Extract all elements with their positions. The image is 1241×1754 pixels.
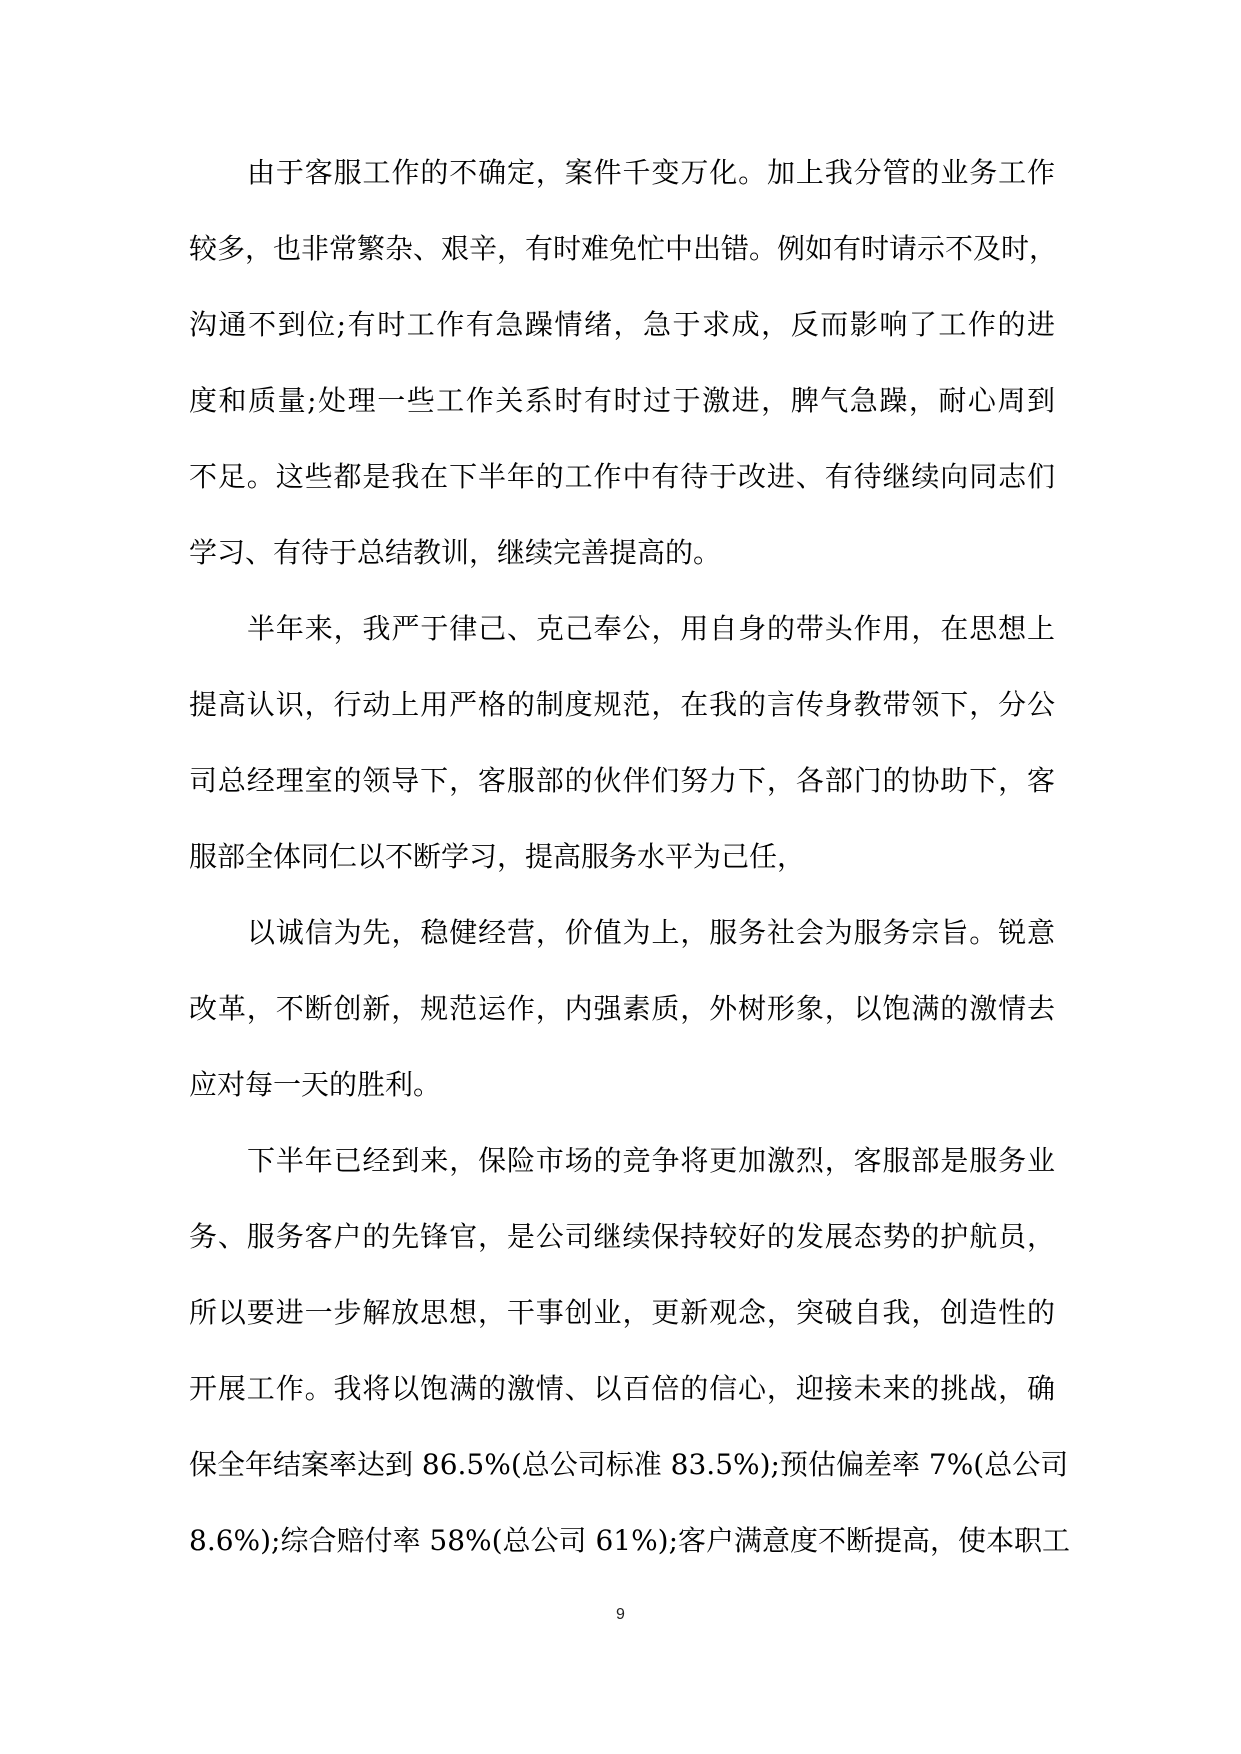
paragraph-1-line-4: 度和质量;处理一些工作关系时有时过于激进，脾气急躁，耐心周到 — [189, 384, 1055, 417]
paragraph-1-line-2: 较多，也非常繁杂、艰辛，有时难免忙中出错。例如有时请示不及时， — [189, 232, 1058, 265]
paragraph-4-line-2: 务、服务客户的先锋官，是公司继续保持较好的发展态势的护航员， — [189, 1220, 1055, 1253]
paragraph-1-line-1: 由于客服工作的不确定，案件千变万化。加上我分管的业务工作 — [247, 156, 1055, 189]
body-text — [189, 135, 1071, 1579]
paragraph-1-line-3: 沟通不到位;有时工作有急躁情绪，急于求成，反而影响了工作的进 — [189, 308, 1055, 341]
paragraph-2-line-2: 提高认识，行动上用严格的制度规范，在我的言传身教带领下，分公 — [189, 688, 1055, 721]
paragraph-4-line-4: 开展工作。我将以饱满的激情、以百倍的信心，迎接未来的挑战，确 — [189, 1372, 1055, 1405]
paragraph-4-line-1: 下半年已经到来，保险市场的竞争将更加激烈，客服部是服务业 — [247, 1144, 1055, 1177]
paragraph-3-line-2: 改革，不断创新，规范运作，内强素质，外树形象，以饱满的激情去 — [189, 992, 1055, 1025]
paragraph-3-line-3: 应对每一天的胜利。 — [189, 1068, 442, 1101]
paragraph-1-line-5: 不足。这些都是我在下半年的工作中有待于改进、有待继续向同志们 — [189, 460, 1055, 493]
paragraph-1-line-6: 学习、有待于总结教训，继续完善提高的。 — [189, 536, 722, 569]
paragraph-2-line-3: 司总经理室的领导下，客服部的伙伴们努力下，各部门的协助下，客 — [189, 764, 1055, 797]
paragraph-4-line-5: 保全年结案率达到 86.5%(总公司标准 83.5%);预估偏差率 7%(总公司 — [189, 1448, 1069, 1481]
paragraph-2-line-4: 服部全体同仁以不断学习，提高服务水平为己任， — [189, 840, 806, 873]
paragraph-4-line-6: 8.6%);综合赔付率 58%(总公司 61%);客户满意度不断提高，使本职工 — [189, 1524, 1071, 1557]
paragraph-3-line-1: 以诚信为先，稳健经营，价值为上，服务社会为服务宗旨。锐意 — [247, 916, 1055, 949]
paragraph-2-line-1: 半年来，我严于律己、克己奉公，用自身的带头作用，在思想上 — [247, 612, 1055, 645]
page-number: 9 — [616, 1606, 625, 1623]
paragraph-4-line-3: 所以要进一步解放思想，干事创业，更新观念，突破自我，创造性的 — [189, 1296, 1055, 1329]
